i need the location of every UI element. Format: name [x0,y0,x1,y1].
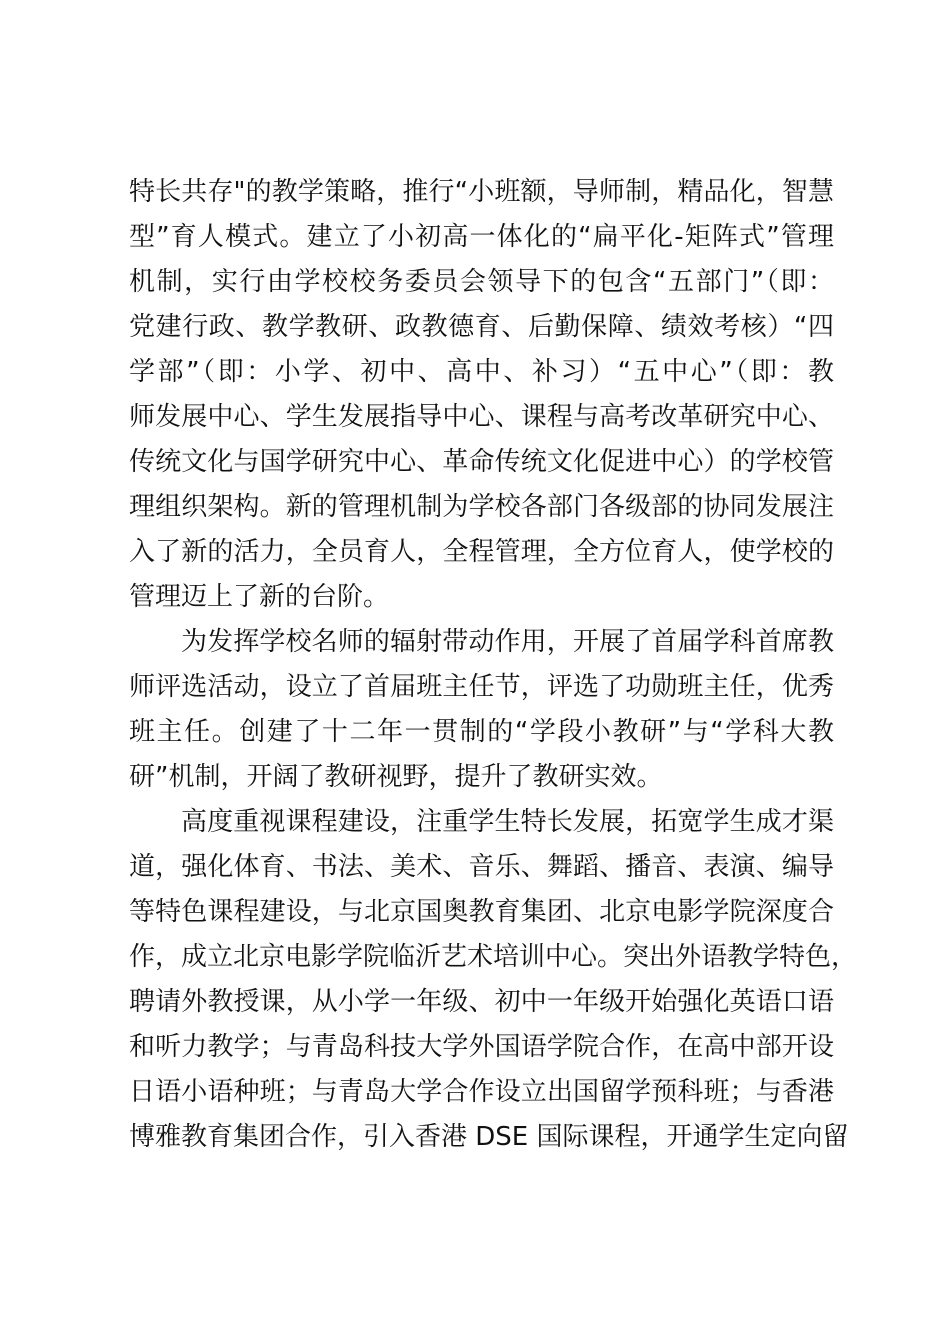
text-line: 师发展中心、学生发展指导中心、课程与高考改革研究中心、 [129,402,834,432]
paragraph-3 [129,800,858,1160]
text-line: 和听力教学；与青岛科技大学外国语学院合作，在高中部开设 [129,1032,834,1062]
paragraph-2 [129,620,834,800]
text-line: 传统文化与国学研究中心、革命传统文化促进中心）的学校管 [129,447,834,477]
text-line: 研”机制，开阔了教研视野，提升了教研实效。 [129,762,663,792]
text-line: 型”育人模式。建立了小初高一体化的“扁平化-矩阵式”管理 [129,222,834,252]
text-line: 党建行政、教学教研、政教德育、后勤保障、绩效考核）“四 [129,312,834,342]
text-line: 博雅教育集团合作，引入香港 DSE 国际课程，开通学生定向留 [129,1122,849,1152]
text-line: 高度重视课程建设，注重学生特长发展，拓宽学生成才渠 [181,807,834,837]
body-text [129,170,858,1160]
text-line: 道，强化体育、书法、美术、音乐、舞蹈、播音、表演、编导 [129,852,834,882]
text-line: 聘请外教授课，从小学一年级、初中一年级开始强化英语口语 [129,987,834,1017]
text-line: 班主任。创建了十二年一贯制的“学段小教研”与“学科大教 [129,717,834,747]
text-line: 师评选活动，设立了首届班主任节，评选了功勋班主任，优秀 [129,672,834,702]
paragraph-1 [129,170,834,620]
text-line: 理组织架构。新的管理机制为学校各部门各级部的协同发展注 [129,492,834,522]
text-line: 管理迈上了新的台阶。 [129,582,390,612]
text-line: 为发挥学校名师的辐射带动作用，开展了首届学科首席教 [181,627,834,657]
text-line: 作，成立北京电影学院临沂艺术培训中心。突出外语教学特色， [129,942,858,972]
text-line: 等特色课程建设，与北京国奥教育集团、北京电影学院深度合 [129,897,834,927]
text-line: 入了新的活力，全员育人，全程管理，全方位育人，使学校的 [129,537,834,567]
text-line: 学部”（即：小学、初中、高中、补习）“五中心”（即：教 [129,357,834,387]
text-line: 特长共存"的教学策略，推行“小班额，导师制，精品化，智慧 [129,177,834,207]
text-line: 机制，实行由学校校务委员会领导下的包含“五部门”（即： [129,267,834,297]
text-line: 日语小语种班；与青岛大学合作设立出国留学预科班；与香港 [129,1077,834,1107]
